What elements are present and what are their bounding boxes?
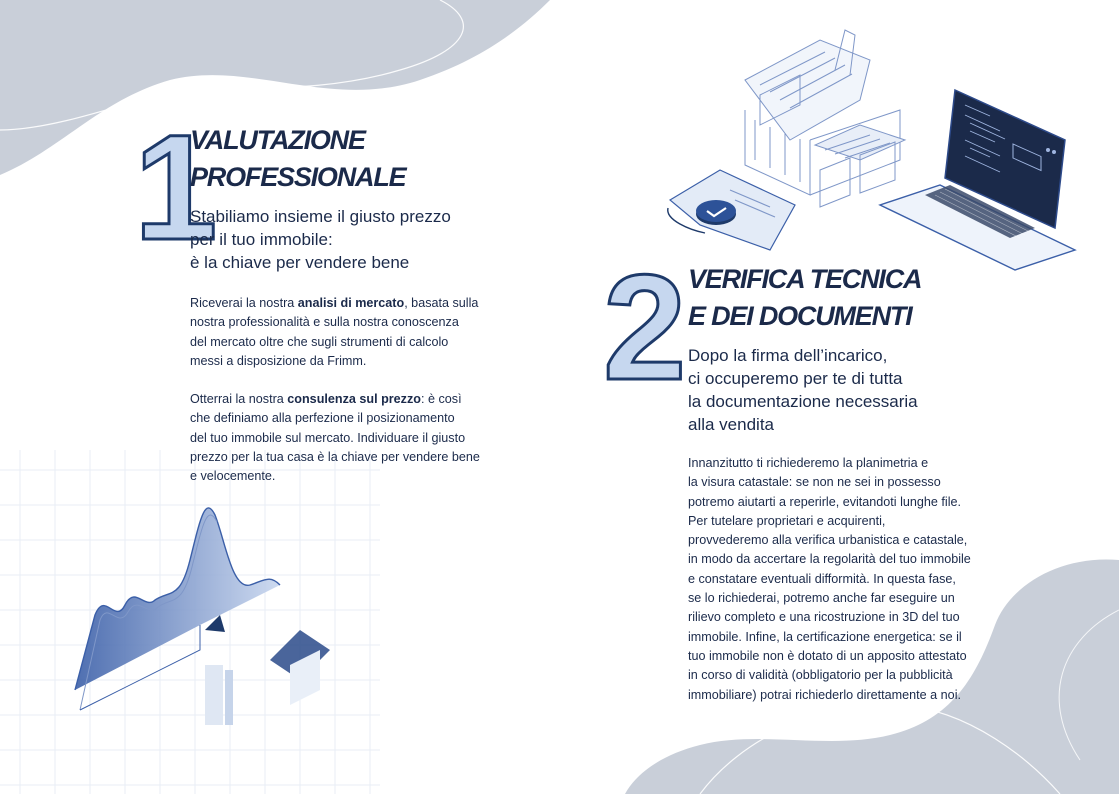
section2-subtitle-line: Dopo la firma dell’incarico, (688, 346, 888, 365)
section1-heading (190, 122, 405, 196)
section1-para1-line: nostra professionalità e sulla nostra conoscenza (190, 315, 459, 330)
section1-subtitle-line: è la chiave per vendere bene (190, 253, 410, 272)
section1-para1-line: Riceverai la nostra analisi di mercato, basata sulla (190, 296, 479, 310)
section1-para2-line: del tuo immobile sul mercato. Individuare il giusto (190, 430, 466, 445)
section2-body-line: la visura catastale: se non ne sei in possesso (688, 475, 941, 490)
section2-subtitle (688, 344, 918, 436)
section2-body-line: Per tutelare proprietari e acquirenti, (688, 513, 886, 528)
section1-body (190, 294, 480, 487)
section2-body-line: rilievo completo e una ricostruzione in 3D del tuo (688, 610, 960, 625)
section1-subtitle (190, 205, 451, 274)
section1-subtitle-line: Stabiliamo insieme il giusto prezzo (190, 207, 451, 226)
house-blueprint-illustration (745, 30, 905, 207)
section1-heading-line2: PROFESSIONALE (190, 162, 406, 192)
highlight-consulenza: consulenza sul prezzo (287, 392, 421, 407)
section2-subtitle-line: ci occuperemo per te di tutta (688, 369, 903, 388)
section2-body (688, 454, 971, 705)
section2-body-line: e constatare eventuali difformità. In questa fase, (688, 571, 956, 586)
section1-para2-line: Otterrai la nostra consulenza sul prezzo: è così (190, 392, 462, 407)
section1-para2-line: che definiamo alla perfezione il posizionamento (190, 411, 455, 426)
section2-body-line: Innanzitutto ti richiederemo la planimetria e (688, 456, 929, 470)
section2-body-line: provvederemo alla verifica urbanistica e catastale, (688, 533, 968, 548)
highlight-analisi: analisi di mercato (297, 296, 405, 310)
section1-heading-line1: VALUTAZIONE (190, 125, 365, 155)
section1-para1-line: messi a disposizione da Frimm. (190, 353, 367, 368)
section1-para2-line: prezzo per la tua casa è la chiave per vendere bene (190, 450, 480, 465)
growth-chart-house-illustration (75, 508, 330, 725)
section2-body-line: in modo da accertare la regolarità del tuo immobile (688, 552, 971, 567)
section2-body-line: in corso di validità (obbligatorio per la pubblicità (688, 668, 953, 683)
section2-body-line: potremo aiutarti a reperirle, evitandoti lunghe file. (688, 494, 962, 509)
section2-body-line: immobile. Infine, la certificazione energetica: se il (688, 629, 962, 644)
section2-subtitle-line: la documentazione necessaria (688, 392, 918, 411)
section2-heading-line1: VERIFICA TECNICA (688, 264, 922, 294)
document-check-illustration (668, 170, 795, 250)
section1-para2-line: e velocemente. (190, 469, 276, 484)
section1-subtitle-line: per il tuo immobile: (190, 230, 333, 249)
section2-heading (688, 261, 921, 335)
section2-heading-line2: E DEI DOCUMENTI (688, 301, 912, 331)
laptop-illustration (880, 90, 1075, 270)
section1-para1-line: del mercato oltre che sugli strumenti di calcolo (190, 334, 449, 349)
section2-body-line: immobiliare) potrai richiederlo direttamente a noi. (688, 687, 961, 702)
step-number-2: 2 (603, 243, 681, 411)
section2-body-line: tuo immobile non è dotato di un apposito attestato (688, 648, 967, 663)
section2-body-line: se lo richiederai, potremo anche far eseguire un (688, 591, 955, 606)
step-number-1: 1 (134, 103, 212, 271)
section2-subtitle-line: alla vendita (688, 415, 775, 434)
